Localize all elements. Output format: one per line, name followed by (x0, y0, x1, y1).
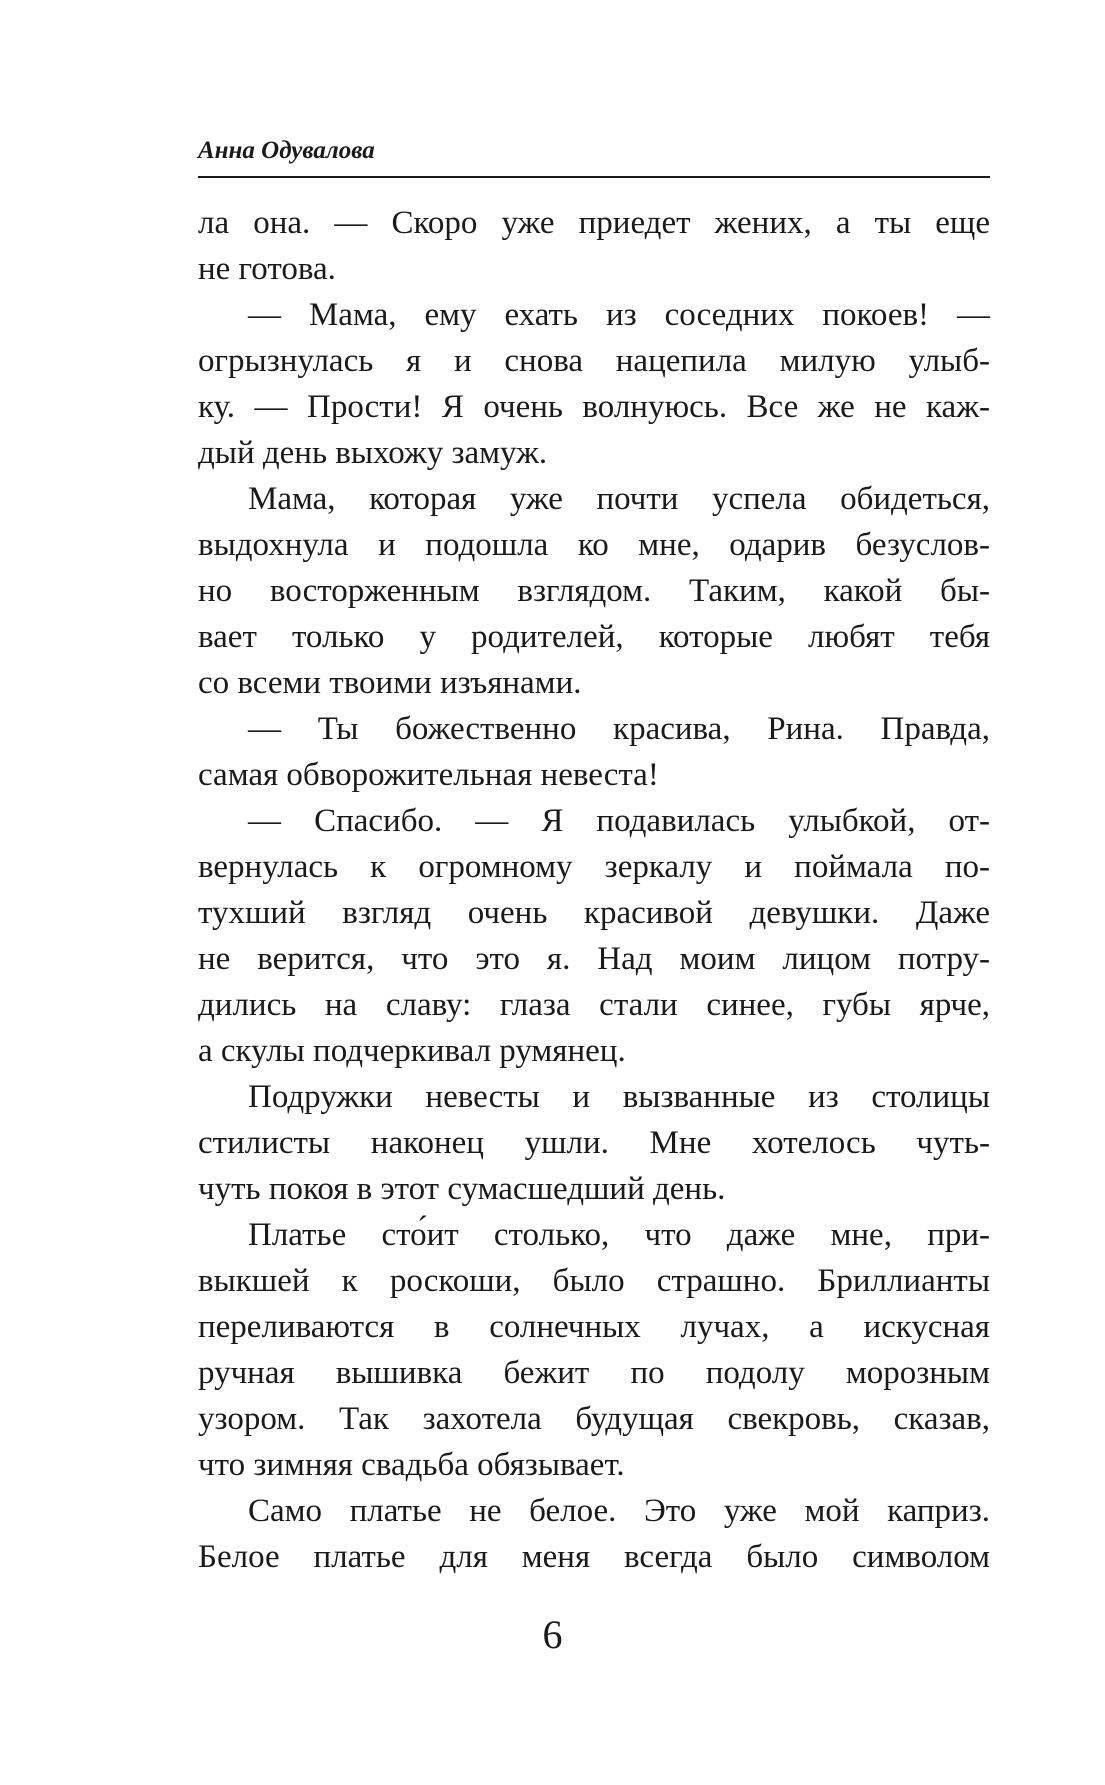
page-number: 6 (542, 1612, 563, 1657)
text-line: стилисты наконец ушли. Мне хотелось чуть- (198, 1125, 990, 1161)
text-line: узором. Так захотела будущая свекровь, сказав, (198, 1401, 990, 1437)
text-line: выкшей к роскоши, было страшно. Бриллианты (198, 1263, 990, 1299)
text-line: ку. — Прости! Я очень волнуюсь. Все же не каж- (198, 389, 990, 425)
text-line: вает только у родителей, которые любят тебя (198, 619, 990, 655)
page-body-text (198, 200, 990, 1580)
text-line: тухший взгляд очень красивой девушки. Даже (198, 895, 990, 931)
text-line: выдохнула и подошла ко мне, одарив безуслов- (198, 527, 990, 563)
text-line: дый день выхожу замуж. (198, 435, 548, 471)
text-line: Платье сто́ит столько, что даже мне, при- (248, 1217, 990, 1253)
text-line: — Спасибо. — Я подавилась улыбкой, от- (248, 803, 990, 839)
text-line: не готова. (198, 251, 336, 287)
text-line: огрызнулась я и снова нацепила милую улыб- (198, 343, 990, 379)
text-line: дились на славу: глаза стали синее, губы ярче, (198, 987, 990, 1023)
author-name: Анна Одувалова (198, 137, 375, 164)
text-line: самая обворожительная невеста! (198, 757, 659, 793)
text-line: Само платье не белое. Это уже мой каприз. (248, 1493, 990, 1529)
text-line: вернулась к огромному зеркалу и поймала по- (198, 849, 990, 885)
text-line: Белое платье для меня всегда было символом (198, 1539, 990, 1575)
text-line: а скулы подчеркивал румянец. (198, 1033, 626, 1069)
text-line: что зимняя свадьба обязывает. (198, 1447, 625, 1483)
text-line: Подружки невесты и вызванные из столицы (248, 1079, 990, 1115)
running-header (198, 126, 990, 178)
text-line: Мама, которая уже почти успела обидеться, (248, 481, 990, 517)
text-line: но восторженным взглядом. Таким, какой бы- (198, 573, 990, 609)
text-line: со всеми твоими изъянами. (198, 665, 582, 701)
text-line: ла она. — Скоро уже приедет жених, а ты еще (198, 205, 990, 241)
text-line: переливаются в солнечных лучах, а искусная (198, 1309, 990, 1345)
text-line: ручная вышивка бежит по подолу морозным (198, 1355, 990, 1391)
text-line: — Мама, ему ехать из соседних покоев! — (248, 297, 990, 333)
text-line: чуть покоя в этот сумасшедший день. (198, 1171, 726, 1207)
text-line: — Ты божественно красива, Рина. Правда, (248, 711, 990, 747)
text-line: не верится, что это я. Над моим лицом потру- (198, 941, 990, 977)
